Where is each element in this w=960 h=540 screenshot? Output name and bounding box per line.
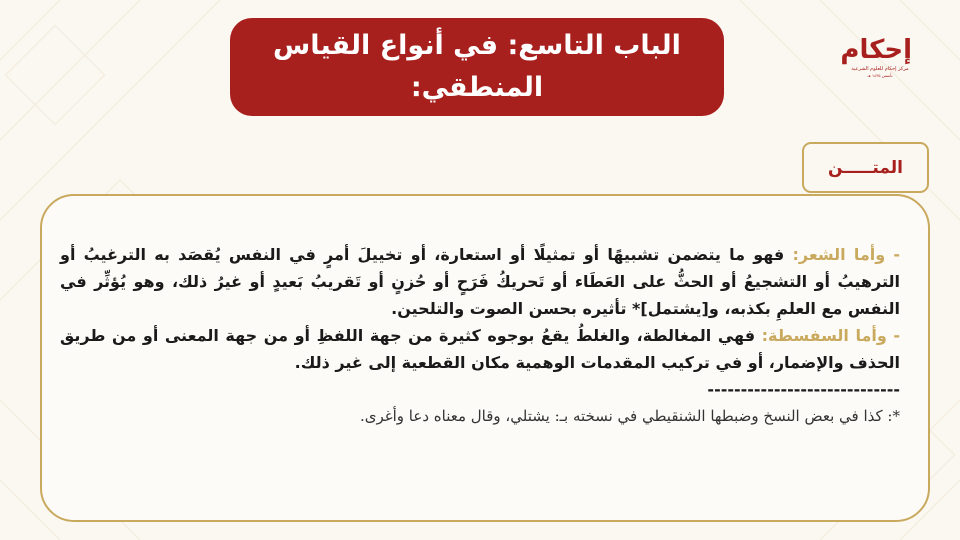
footnote-separator: ----------------------------- — [707, 380, 900, 399]
logo-tagline: تأسس ١٤٣٥ هـ — [867, 73, 893, 78]
logo-subtitle: مركز إحكام للعلوم الشرعية — [851, 66, 909, 72]
sophistry-text: فهي المغالطة، والغلطُ يقعُ بوجوه كثيرة من جهة اللفظِ أو من جهة المعنى أو من طريق الحذف والإضمار، أو في تركيب المقدمات الوهمية مكان القطعية إلى غير ذلك. — [60, 326, 900, 372]
logo-mark: إحكام — [840, 35, 912, 65]
sophistry-paragraph — [60, 322, 900, 376]
poetry-paragraph — [60, 241, 900, 322]
sophistry-heading: - وأما السفسطة: — [755, 326, 900, 345]
chapter-title: الباب التاسع: في أنواع القياس المنطقي: — [230, 18, 724, 116]
footnote: *: كذا في بعض النسخ وضبطها الشنقيطي في نسخته بـ: يشتلي، وقال معناه دعا وأغرى. — [360, 407, 900, 425]
poetry-heading: - وأما الشعر: — [784, 245, 901, 264]
poetry-text: فهو ما يتضمن تشبيهًا أو تمثيلًا أو استعارة، أو تخييلَ أمرٍ في النفس يُقصَد به الترغيبُ أو الترهيبُ أو التشجيعُ أو الحثُّ على العَطَاء أو تَحريكُ فَرَحٍ أو حُزنٍ أو تَقريبُ بَعيدٍ أو غيرُ ذلك، وهو يُؤثِّر في النفس مع العلمِ بكذبه، و[يشتمل]* تأثيره بحسن الصوت والتلحين. — [60, 245, 900, 318]
text-panel — [40, 194, 930, 522]
brand-logo — [840, 26, 912, 94]
matn-section-label: المتـــــن — [802, 142, 929, 193]
